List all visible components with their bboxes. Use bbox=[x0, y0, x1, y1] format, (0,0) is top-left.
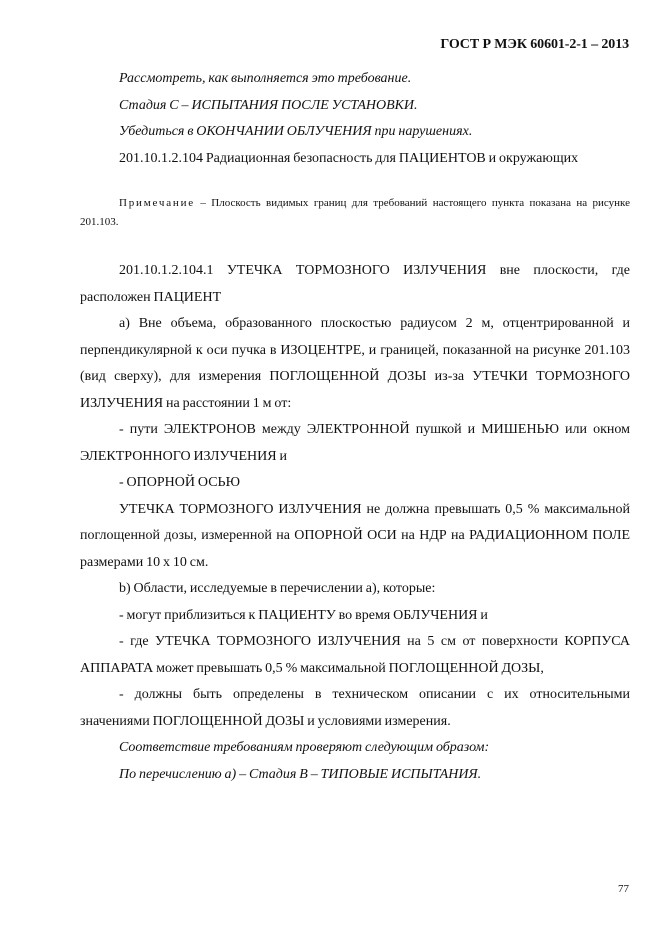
note-text: – Плоскость видимых границ для требований настоящего пункта показана на рисунке 201.103. bbox=[80, 197, 630, 228]
paragraph-item-b: b) Области, исследуемые в перечислении а), которые: bbox=[119, 581, 436, 596]
paragraph-compliance-check: Соответствие требованиям проверяют следующим образом: bbox=[119, 740, 490, 755]
paragraph-stage-c: Стадия С – ИСПЫТАНИЯ ПОСЛЕ УСТАНОВКИ. bbox=[119, 97, 418, 113]
note-label: Примечание bbox=[119, 197, 195, 209]
paragraph-technical-description: - должны быть определены в техническом описании с их относительными значениями ПОГЛОЩЕННОЙ ДОЗЫ и условиями измерения. bbox=[80, 687, 630, 729]
clause-heading-leakage: 201.10.1.2.104.1 УТЕЧКА ТОРМОЗНОГО ИЗЛУЧЕНИЯ вне плоскости, где расположен ПАЦИЕНТ bbox=[80, 263, 630, 305]
document-header: ГОСТ Р МЭК 60601-2-1 – 2013 bbox=[440, 37, 629, 52]
paragraph-leakage-limit: УТЕЧКА ТОРМОЗНОГО ИЗЛУЧЕНИЯ не должна превышать 0,5 % максимальной поглощенной дозы, измеренной на ОПОРНОЙ ОСИ на НДР на РАДИАЦИОННОМ ПОЛЕ размерами 10 х 10 см. bbox=[80, 501, 630, 570]
paragraph-surface-leakage: - где УТЕЧКА ТОРМОЗНОГО ИЗЛУЧЕНИЯ на 5 см от поверхности КОРПУСА АППАРАТА может превышать 0,5 % максимальной ПОГЛОЩЕННОЙ ДОЗЫ, bbox=[80, 634, 630, 676]
paragraph-electron-path: - пути ЭЛЕКТРОНОВ между ЭЛЕКТРОННОЙ пушкой и МИШЕНЬЮ или окном ЭЛЕКТРОННОГО ИЗЛУЧЕНИЯ и bbox=[80, 422, 630, 464]
paragraph-review-requirement: Рассмотреть, как выполняется это требование. bbox=[119, 71, 412, 86]
spacer bbox=[80, 232, 630, 258]
page-number: 77 bbox=[618, 883, 629, 895]
paragraph-reference-axis: - ОПОРНОЙ ОСЬЮ bbox=[119, 475, 240, 490]
note bbox=[80, 194, 630, 232]
paragraph-stage-b: По перечислению а) – Стадия В – ТИПОВЫЕ ИСПЫТАНИЯ. bbox=[119, 766, 482, 782]
document-body bbox=[80, 66, 630, 788]
clause-heading-radiation-safety: 201.10.1.2.104 Радиационная безопасность для ПАЦИЕНТОВ и окружающих bbox=[119, 150, 579, 166]
paragraph-verify-termination: Убедиться в ОКОНЧАНИИ ОБЛУЧЕНИЯ при нарушениях. bbox=[119, 124, 473, 139]
paragraph-approach-patient: - могут приблизиться к ПАЦИЕНТУ во время ОБЛУЧЕНИЯ и bbox=[119, 607, 488, 623]
paragraph-item-a: а) Вне объема, образованного плоскостью радиусом 2 м, отцентрированной и перпендикулярной к оси пучка в ИЗОЦЕНТРЕ, и границей, показанной на рисунке 201.103 (вид сверху), для измерения ПОГЛОЩЕННОЙ ДОЗЫ из-за УТЕЧКИ ТОРМОЗНОГО ИЗЛУЧЕНИЯ на расстоянии 1 м от: bbox=[80, 316, 630, 411]
